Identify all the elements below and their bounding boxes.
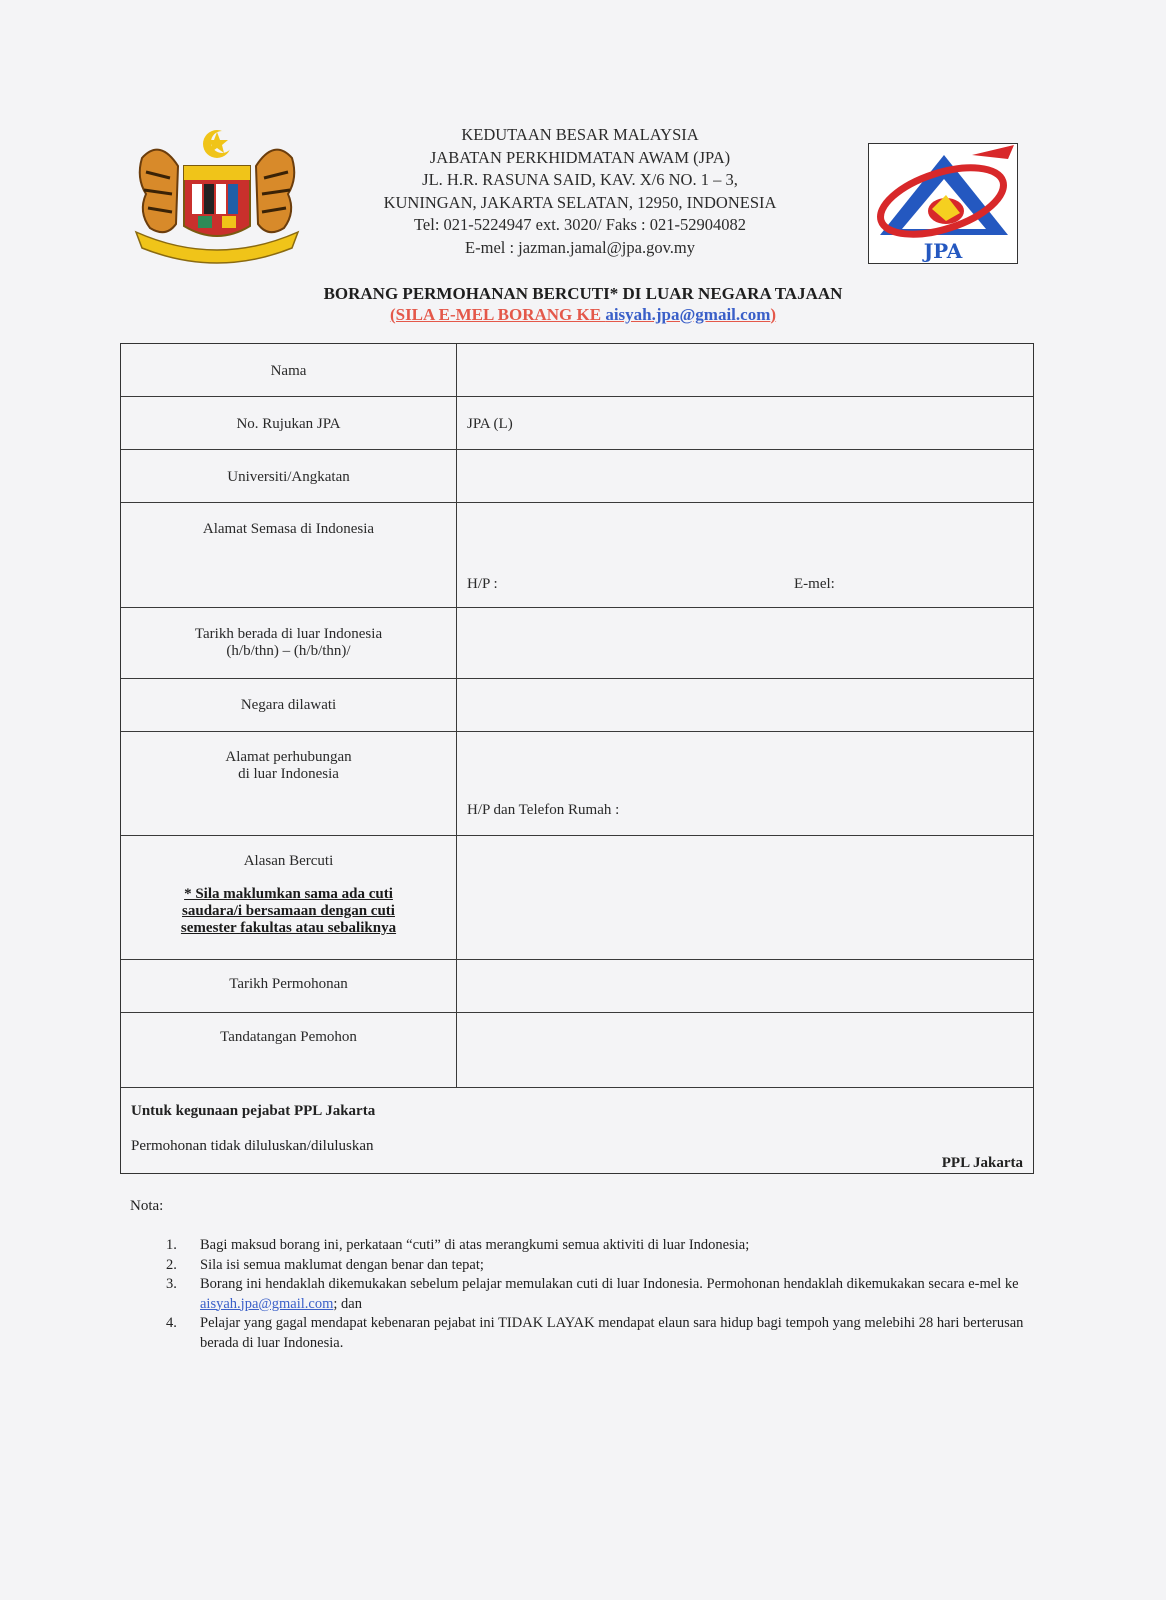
label-negara: Negara dilawati (240, 697, 337, 713)
note-item (160, 1314, 1030, 1353)
office-use-title: Untuk kegunaan pejabat PPL Jakarta (131, 1103, 376, 1119)
label-universiti: Universiti/Angkatan (227, 469, 350, 485)
contact-email: E-mel : jazman.jamal@jpa.gov.my (465, 237, 695, 257)
jpa-logo-icon (868, 143, 1018, 264)
label-alamat-hubungan-1: Alamat perhubungan (225, 749, 352, 765)
department-name: JABATAN PERKHIDMATAN AWAM (JPA) (429, 147, 731, 167)
label-emel: E-mel: (794, 576, 835, 592)
row-divider (121, 396, 1033, 397)
address-line-1: JL. H.R. RASUNA SAID, KAV. X/6 NO. 1 – 3, (422, 170, 738, 189)
row-divider (121, 959, 1033, 960)
label-tarikh-luar-1: Tarikh berada di luar Indonesia (194, 626, 383, 642)
office-signoff: PPL Jakarta (941, 1155, 1023, 1171)
row-divider (121, 1087, 1033, 1088)
label-alamat-semasa: Alamat Semasa di Indonesia (202, 521, 375, 537)
row-divider (121, 502, 1033, 503)
label-alasan: Alasan Bercuti (243, 853, 334, 869)
form-title: BORANG PERMOHANAN BERCUTI* DI LUAR NEGARA TAJAAN (323, 284, 843, 303)
row-divider (121, 1012, 1033, 1013)
label-nama: Nama (270, 363, 307, 379)
note-number: 2. (166, 1256, 177, 1273)
label-hp-telefon: H/P dan Telefon Rumah : (467, 802, 620, 818)
office-status: Permohonan tidak diluluskan/diluluskan (131, 1138, 374, 1154)
row-divider (121, 607, 1033, 608)
notes-list (160, 1236, 1030, 1353)
note-text-suffix: ; dan (333, 1295, 362, 1312)
note-item (160, 1275, 1030, 1314)
label-alamat-hubungan-2: di luar Indonesia (238, 766, 339, 782)
note-number: 1. (166, 1237, 177, 1253)
application-form-table (120, 343, 1034, 1174)
note-text: Borang ini hendaklah dikemukakan sebelum pelajar memulakan cuti di luar Indonesia. Permohonan hendaklah dikemukakan secara e-mel ke (200, 1276, 1019, 1292)
column-divider (456, 344, 457, 1087)
note-item (160, 1236, 1030, 1256)
label-rujukan: No. Rujukan JPA (236, 416, 341, 432)
note-item (160, 1256, 1030, 1276)
label-tarikh-luar-2: (h/b/thn) – (h/b/thn)/ (226, 643, 351, 659)
form-subtitle (150, 305, 1016, 325)
note-text: Pelajar yang gagal mendapat kebenaran pejabat ini TIDAK LAYAK mendapat elaun sara hidup bagi tempoh yang melebihi 28 hari berterusan berada di luar Indonesia. (200, 1315, 1024, 1351)
label-tandatangan: Tandatangan Pemohon (220, 1029, 357, 1045)
notes-heading: Nota: (130, 1198, 164, 1214)
input-rujukan[interactable]: JPA (L) (467, 416, 513, 432)
row-divider (121, 731, 1033, 732)
jpa-logo-text: JPA (923, 239, 963, 263)
address-line-2: KUNINGAN, JAKARTA SELATAN, 12950, INDONESIA (383, 192, 777, 212)
letterhead (300, 124, 860, 259)
malaysia-coat-of-arms-icon (132, 128, 302, 268)
subtitle-prefix: (SILA E-MEL BORANG KE (389, 305, 606, 324)
embassy-name: KEDUTAAN BESAR MALAYSIA (461, 125, 699, 144)
note-number: 4. (166, 1315, 177, 1331)
note-number: 3. (166, 1276, 177, 1292)
alasan-note-3: semester fakultas atau sebaliknya (180, 920, 397, 936)
alasan-note-1: * Sila maklumkan sama ada cuti (184, 886, 393, 902)
row-divider (121, 678, 1033, 679)
phone-fax: Tel: 021-5224947 ext. 3020/ Faks : 021-52904082 (413, 215, 747, 234)
alasan-note-2: saudara/i bersamaan dengan cuti (182, 903, 395, 919)
label-tarikh-permohonan: Tarikh Permohonan (229, 976, 348, 992)
subtitle-suffix: ) (770, 305, 777, 324)
subtitle-email-link[interactable]: aisyah.jpa@gmail.com (605, 305, 771, 324)
note-text: Sila isi semua maklumat dengan benar dan tepat; (200, 1256, 484, 1273)
row-divider (121, 449, 1033, 450)
label-hp: H/P : (467, 576, 498, 592)
note-text: Bagi maksud borang ini, perkataan “cuti” di atas merangkumi semua aktiviti di luar Indonesia; (200, 1237, 750, 1253)
row-divider (121, 835, 1033, 836)
note-email-link[interactable]: aisyah.jpa@gmail.com (200, 1295, 334, 1312)
